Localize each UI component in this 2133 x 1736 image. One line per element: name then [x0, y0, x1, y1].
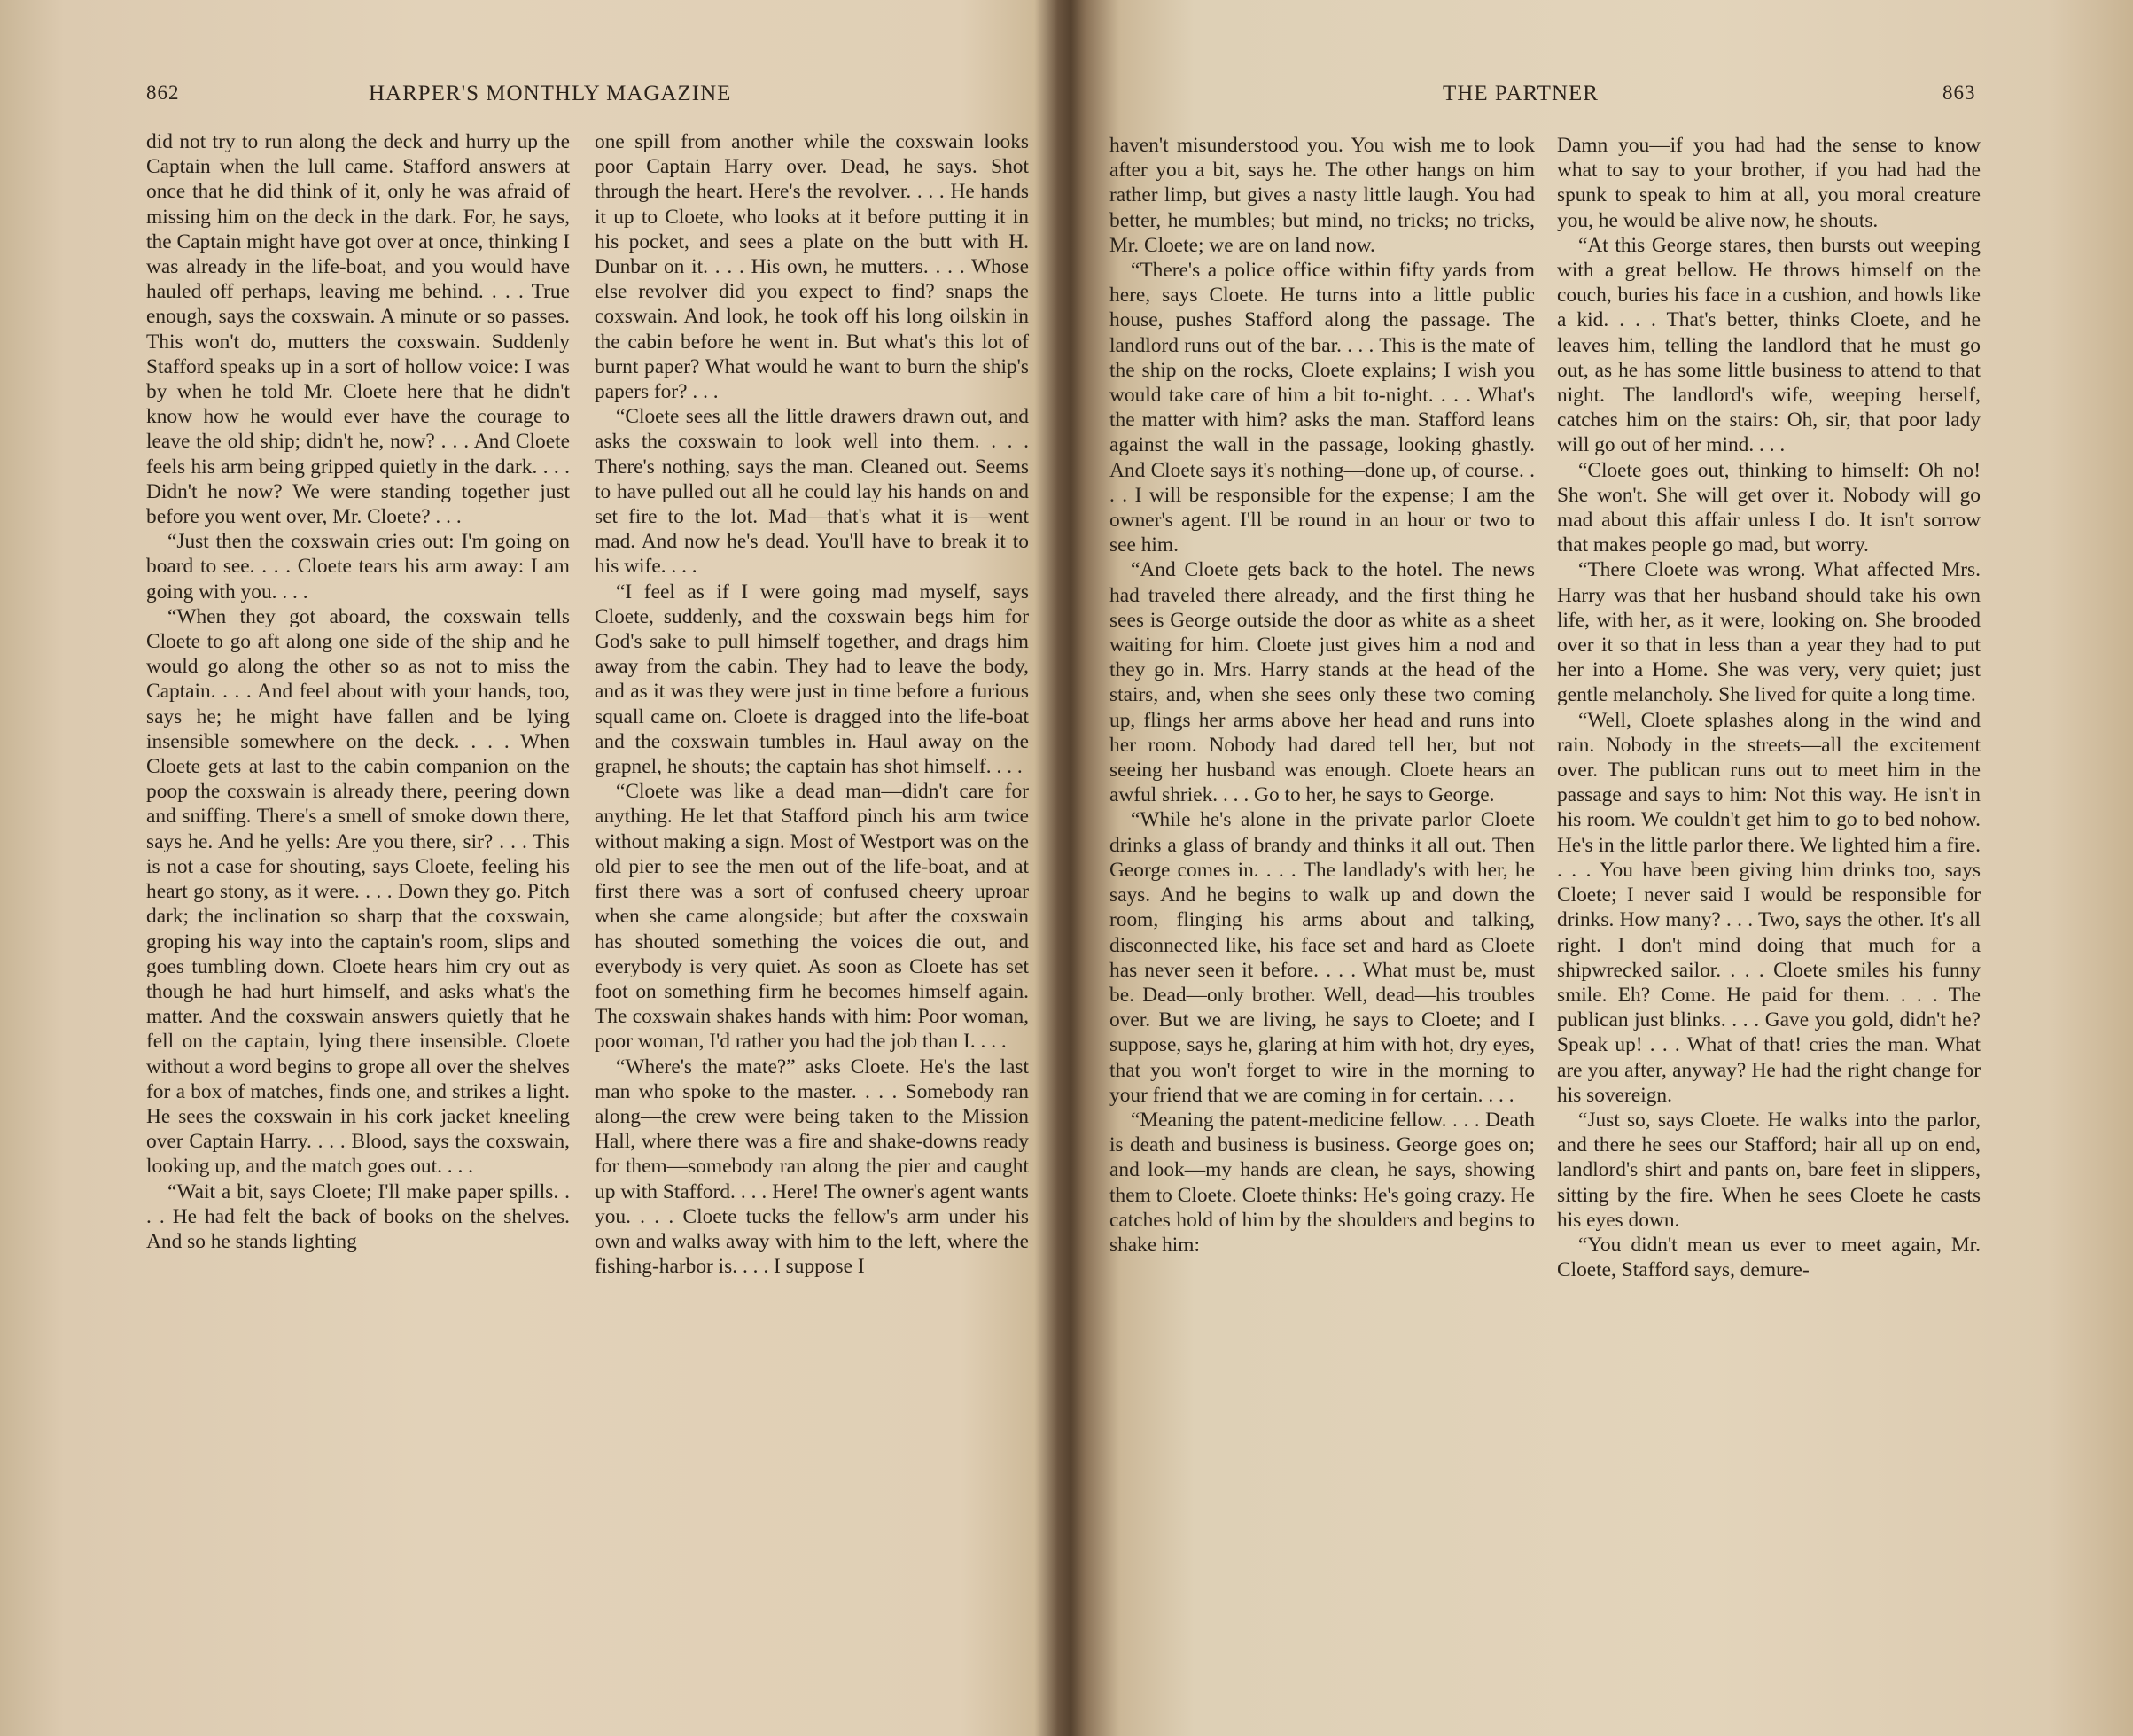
paragraph: haven't misunderstood you. You wish me to look after you a bit, says he. The other hangs on him rather limp, but gives a nasty little laugh. You had better, he mumbles; but mind, no tricks; no tricks, Mr. Cloete; we are on land now.: [1109, 134, 1535, 257]
paragraph: “There's a police office within fifty yards from here, says Cloete. He turns into a little public house, pushes Stafford along the passage. The landlord runs out of the bar. . . . This is the mate of the ship on the rocks, Cloete explains; I wish you would take care of him a bit to-night. . . . What's the matter with him? asks the man. Stafford leans against the wall in the passage, looking ghastly. And Cloete says it's nothing—done up, of course. . . . I will be responsible for the expense; I am the owner's agent. I'll be round in an hour or two to see him.: [1109, 259, 1535, 557]
paragraph: “Where's the mate?” asks Cloete. He's the last man who spoke to the master. . . . Somebody ran along—the crew were being taken to the Mission Hall, where there was a fire and shake-downs ready for them—somebody ran along the pier and caught up with Stafford. . . . Here! The owner's agent wants you. . . . Cloete tucks the fellow's arm under his own and walks away with him to the left, where the fishing-harbor is. . . . I suppose I: [595, 1055, 1029, 1279]
paragraph: “When they got aboard, the coxswain tells Cloete to go aft along one side of the ship and he would go along the other so as not to miss the Captain. . . . And feel about with your hands, too, says he; he might have fallen and be lying insensible somewhere on the deck. . . . When Cloete gets at last to the cabin companion on the poop the coxswain is already there, peering down and sniffing. There's a smell of smoke down there, says he. And he yells: Are you there, sir? . . . This is not a case for shouting, says Cloete, feeling his heart go stony, as it were. . . . Down they go. Pitch dark; the inclination so sharp that the coxswain, groping his way into the captain's room, slips and goes tumbling down. Cloete hears him cry out as though he had hurt himself, and asks what's the matter. And the coxswain answers quietly that he fell on the captain, lying there insensible. Cloete without a word begins to grope all over the shelves for a box of matches, finds one, and strikes a light. He sees the coxswain in his cork jacket kneeling over Captain Harry. . . . Blood, says the coxswain, looking up, and the match goes out. . . .: [146, 604, 570, 1179]
paragraph: “There Cloete was wrong. What affected Mrs. Harry was that her husband should take his own life, with her, as it were, looking on. She brooded over it so that in less than a year they had to put her into a Home. She was very, very quiet; just gentle melancholy. She lived for quite a long time.: [1557, 558, 1981, 707]
paragraph: “Just so, says Cloete. He walks into the parlor, and there he sees our Stafford; hair all up on end, landlord's shirt and pants on, bare feet in slippers, sitting by the fire. When he sees Cloete he casts his eyes down.: [1557, 1108, 1981, 1232]
paragraph: one spill from another while the coxswain looks poor Captain Harry over. Dead, he says. Shot through the heart. Here's the revolver. . . . He hands it up to Cloete, who looks at it before putting it in his pocket, and sees a plate on the butt with H. Dunbar on it. . . . His own, he mutters. . . . Whose else revolver did you expect to find? snaps the coxswain. And look, he took off his long oilskin in the cabin before he went in. But what's this lot of burnt paper? What would he want to burn the ship's papers for? . . .: [595, 130, 1029, 404]
paragraph: “You didn't mean us ever to meet again, Mr. Cloete, Stafford says, demure-: [1557, 1233, 1981, 1282]
paragraph: did not try to run along the deck and hurry up the Captain when the lull came. Stafford answers at once that he did think of it, only he was afraid of missing him on the deck in the dark. For, he says, the Captain might have got over at once, thinking I was already in the life-boat, and you would have hauled off perhaps, leaving me behind. . . . True enough, says the coxswain. A minute or so passes. This won't do, mutters the coxswain. Suddenly Stafford speaks up in a sort of hollow voice: I was by when he told Mr. Cloete here that he didn't know how he would ever have the courage to leave the old ship; didn't he, now? . . . And Cloete feels his arm being gripped quietly in the dark. . . . Didn't he now? We were standing together just before you went over, Mr. Cloete? . . .: [146, 130, 570, 529]
page-number: 863: [1942, 82, 1976, 104]
paragraph: “I feel as if I were going mad myself, says Cloete, suddenly, and the coxswain begs him for God's sake to pull himself together, and drags him away from the cabin. They had to leave the body, and as it was they were just in time before a furious squall came on. Cloete is dragged into the life-boat and the coxswain tumbles in. Haul away on the grapnel, he shouts; the captain has shot himself. . . .: [595, 580, 1029, 779]
paragraph: “And Cloete gets back to the hotel. The news had traveled there already, and the first thing he sees is George outside the door as white as a sheet waiting for him. Cloete just gives him a nod and they go in. Mrs. Harry stands at the head of the stairs, and, when she sees only these two coming up, flings her arms above her head and runs into her room. Nobody had dared tell her, but not seeing her husband was enough. Cloete hears an awful shriek. . . . Go to her, he says to George.: [1109, 558, 1535, 807]
right-page: [1077, 0, 2133, 1736]
text-column-3: [1109, 133, 1535, 1257]
paragraph: “Just then the coxswain cries out: I'm going on board to see. . . . Cloete tears his arm away: I am going with you. . . .: [146, 530, 570, 603]
paragraph: “Cloete was like a dead man—didn't care for anything. He let that Stafford pinch his arm twice without making a sign. Most of Westport was on the old pier to see the men out of the life-boat, and at first there was a sort of confused cheery uproar when she came alongside; but after the coxswain has shouted something the voices die out, and everybody is very quiet. As soon as Cloete has set foot on something firm he becomes himself again. The coxswain shakes hands with him: Poor woman, poor woman, I'd rather you had the job than I. . . .: [595, 780, 1029, 1054]
paragraph: “Well, Cloete splashes along in the wind and rain. Nobody in the streets—all the excitement over. The publican runs out to meet him in the passage and says to him: Not this way. He isn't in his room. We couldn't get him to go to bed nohow. He's in the little parlor there. We lighted him a fire. . . . You have been giving him drinks too, says Cloete; I never said I would be responsible for drinks. How many? . . . Two, says the other. It's all right. I don't mind doing that much for a shipwrecked sailor. . . . Cloete smiles his funny smile. Eh? Come. He paid for them. . . . The publican just blinks. . . . Gave you gold, didn't he? Speak up! . . . What of that! cries the man. What are you after, anyway? He had the right change for his sovereign.: [1557, 708, 1981, 1107]
paragraph: “Cloete sees all the little drawers drawn out, and asks the coxswain to look well into them. . . . There's nothing, says the man. Cleaned out. Seems to have pulled out all he could lay his hands on and set fire to the lot. Mad—that's what it is—went mad. And now he's dead. You'll have to break it to his wife. . . .: [595, 405, 1029, 579]
running-head: HARPER'S MONTHLY MAGAZINE: [369, 82, 732, 105]
paragraph: “While he's alone in the private parlor Cloete drinks a glass of brandy and thinks it all out. Then George comes in. . . . The landlady's with her, he says. And he begins to walk up and down the room, flinging his arms about and talking, disconnected like, his face set and hard as Cloete has never seen it before. . . . What must be, must be. Dead—only brother. Well, dead—his troubles over. But we are living, he says to Cloete; and I suppose, says he, glaring at him with hot, dry eyes, that you won't forget to wire in the morning to your friend that we are coming in for certain. . . .: [1109, 808, 1535, 1107]
text-column-4: [1557, 133, 1981, 1282]
paragraph: “At this George stares, then bursts out weeping with a great bellow. He throws himself on the couch, buries his face in a cushion, and howls like a kid. . . . That's better, thinks Cloete, and he leaves him, telling the landlord that he must go out, as he has some little business to attend to that night. The landlord's wife, weeping herself, catches him on the stairs: Oh, sir, that poor lady will go out of her mind. . . .: [1557, 233, 1981, 457]
page-number: 862: [146, 82, 180, 104]
paragraph: “Wait a bit, says Cloete; I'll make paper spills. . . . He had felt the back of books on the shelves. And so he stands lighting: [146, 1179, 570, 1253]
paragraph: Damn you—if you had had the sense to know what to say to your brother, if you had had the spunk to speak to him at all, you moral creature you, he would be alive now, he shouts.: [1557, 134, 1981, 232]
running-head: THE PARTNER: [1443, 82, 1599, 105]
paragraph: “Cloete goes out, thinking to himself: Oh no! She won't. She will get over it. Nobody will go mad about this affair unless I do. It isn't sorrow that makes people go mad, but worry.: [1557, 458, 1981, 557]
text-column-1: [146, 129, 570, 1254]
text-column-2: [595, 129, 1029, 1279]
left-page: [0, 0, 1050, 1736]
paragraph: “Meaning the patent-medicine fellow. . . . Death is death and business is business. George goes on; and look—my hands are clean, he says, showing them to Cloete. Cloete thinks: He's going crazy. He catches hold of him by the shoulders and begins to shake him:: [1109, 1108, 1535, 1257]
